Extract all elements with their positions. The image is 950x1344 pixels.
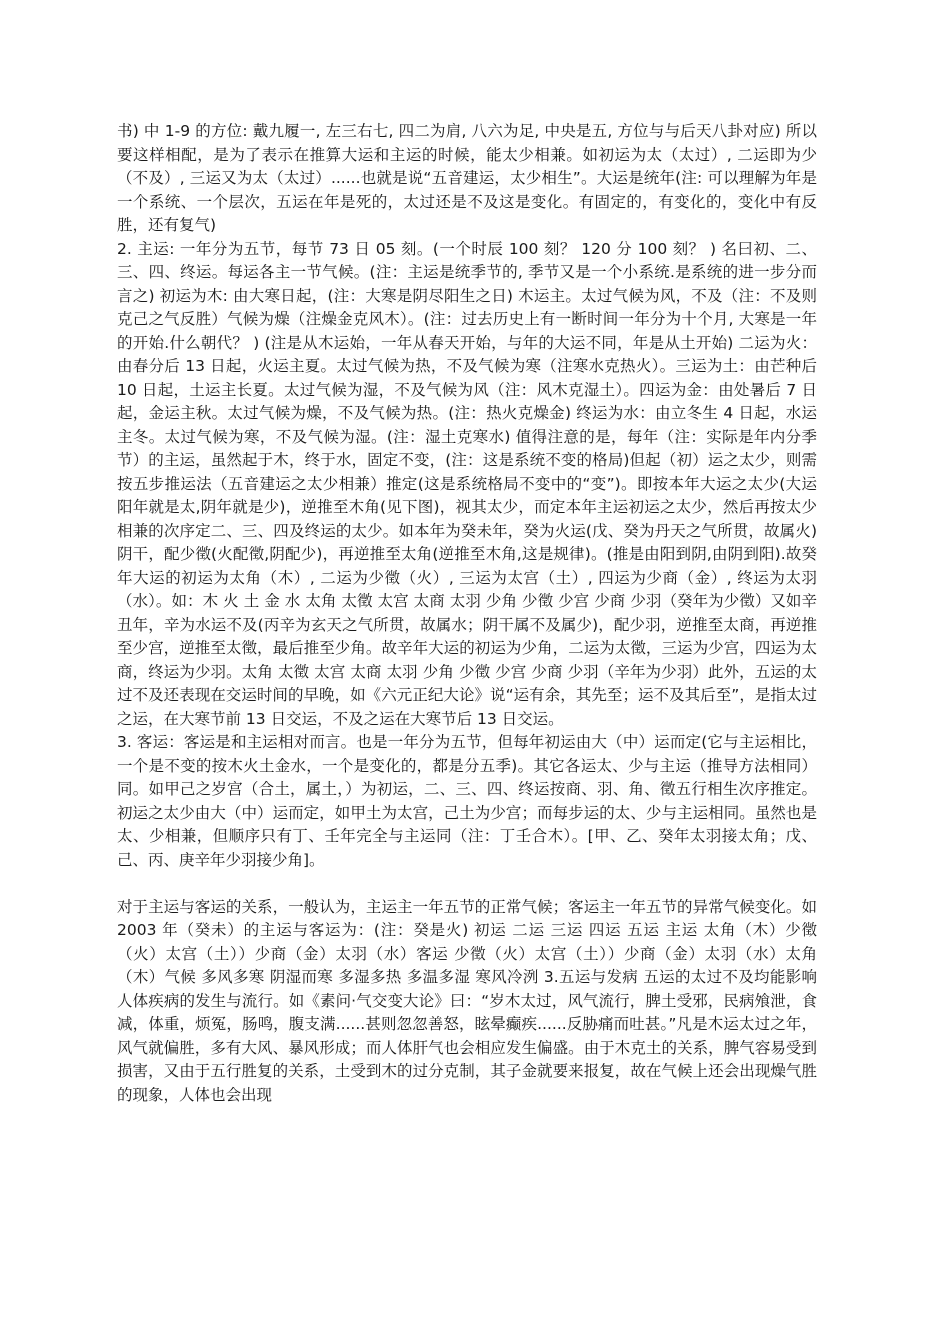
paragraph-zhuyun-keyun-guanxi: 对于主运与客运的关系，一般认为，主运主一年五节的正常气候；客运主一年五节的异常气候变化。如 2003 年（癸未）的主运与客运为：(注：癸是火) 初运 二运 三运 四运 五运 主运 太角（木）少徵（火）太宫（土））少商（金）太羽（水）客运 少徵（火）太宫（土））少商（金）太羽（水）太角（木）气候 多风多寒 阴湿而寒 多湿多热 多温多湿 寒风冷洌 3.五运与发病 五运的太过不及均能影响人体疾病的发生与流行。如《素问·气交变大论》曰：“岁木太过，风气流行，脾土受邪，民病飧泄，食减，体重，烦冤，肠鸣，腹支满......甚则忽忽善怒，眩晕癫疾......反胁痛而吐甚。”凡是木运太过之年，风气就偏胜，多有大风、暴风形成；而人体肝气也会相应发生偏盛。由于木克土的关系，脾气容易受到损害，又由于五行胜复的关系，土受到木的过分克制，其子金就要来报复，故在气候上还会出现燥气胜的现象，人体也会出现 — [117, 897, 822, 1104]
paragraph-keyun: 3. 客运：客运是和主运相对而言。也是一年分为五节，但每年初运由大（中）运而定(它与主运相比，一个是不变的按木火土金水，一个是变化的，都是分五季)。其它各运太、少与主运（推导方法相同）同。如甲己之岁宫（合土，属土，）为初运，二、三、四、终运按商、羽、角、徵五行相生次序推定。初运之太少由大（中）运而定，如甲土为太宫，己土为少宫；而每步运的太、少与主运相同。虽然也是太、少相兼，但顺序只有丁、壬年完全与主运同（注：丁壬合木）。[甲、乙、癸年太羽接太角；戊、己、丙、庚辛年少羽接少角]。 — [117, 733, 817, 869]
paragraph-zhuyun: 2. 主运: 一年分为五节，每节 73 日 05 刻。(一个时辰 100 刻？ 120 分 100 刻？ ) 名曰初、二、三、四、终运。每运各主一节气候。(注：主运是统季节的, 季节又是一个小系统.是系统的进一步分而言之) 初运为木: 由大寒日起，(注：大寒是阴尽阳生之日) 木运主。太过气候为风，不及（注：不及则克己之气反胜）气候为燥（注燥金克风木）。(注：过去历史上有一断时间一年分为十个月, 大寒是一年的开始.什么朝代？ ) (注是从木运始，一年从春天开始，与年的大运不同，年是从土开始) 二运为火：由春分后 13 日起，火运主夏。太过气候为热，不及气候为寒（注寒水克热火）。三运为土：由芒种后 10 日起，土运主长夏。太过气候为湿，不及气候为风（注：风木克湿土）。四运为金：由处暑后 7 日起，金运主秋。太过气候为燥，不及气候为热。(注：热火克燥金) 终运为水：由立冬生 4 日起，水运主冬。太过气候为寒，不及气候为湿。(注：湿土克寒水) 值得注意的是，每年（注：实际是年内分季节）的主运，虽然起于木，终于水，固定不变，(注：这是系统不变的格局)但起（初）运之太少，则需按五步推运法（五音建运之太少相兼）推定(这是系统格局不变中的“变”)。即按本年大运之太少(大运阳年就是太,阴年就是少)，逆推至木角(见下图)，视其太少，而定本年主运初运之太少，然后再按太少相兼的次序定二、三、四及终运的太少。如本年为癸未年，癸为火运(戊、癸为丹天之气所贯，故属火)阴干，配少徵(火配徵,阴配少)，再逆推至太角(逆推至木角,这是规律)。(推是由阳到阴,由阴到阳).故癸年大运的初运为太角（木）, 二运为少徵（火）, 三运为太宫（土）, 四运为少商（金）, 终运为太羽（水）。如：木 火 土 金 水 太角 太徵 太宫 太商 太羽 少角 少徵 少宫 少商 少羽（癸年为少徵）又如辛丑年，辛为水运不及(丙辛为玄天之气所贯，故属水；阴干属不及属少)，配少羽，逆推至太商，再逆推至少宫，逆推至太徵，最后推至少角。故辛年大运的初运为少角，二运为太徵，三运为少宫，四运为太商，终运为少羽。太角 太徵 太宫 太商 太羽 少角 少徵 少宫 少商 少羽（辛年为少羽）此外，五运的太过不及还表现在交运时间的早晚，如《六元正纪大论》说“运有余，其先至；运不及其后至”，是指太过之运，在大寒节前 13 日交运，不及之运在大寒节后 13 日交运。 — [117, 239, 822, 728]
paragraph-wuyun-fangwei: 书) 中 1-9 的方位: 戴九履一, 左三右七, 四二为肩, 八六为足, 中央是五, 方位与与后天八卦对应) 所以要这样相配，是为了表示在推算大运和主运的时候，能太少相兼。如初运为太（太过）, 二运即为少（不及）, 三运又为太（太过）......也就是说“五音建运，太少相生”。大运是统年(注: 可以理解为年是一个系统、一个层次，五运在年是死的，太过还是不及这是变化。有固定的，有变化的，变化中有反胜，还有复气) — [117, 122, 817, 234]
document-body — [117, 120, 822, 1107]
paragraph-spacer — [117, 872, 817, 896]
